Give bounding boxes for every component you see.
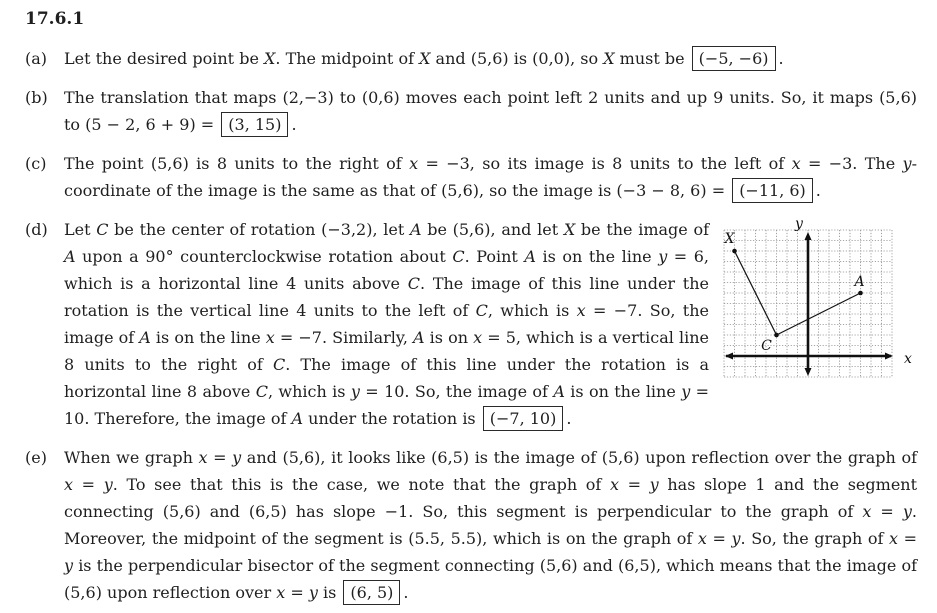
part-a bbox=[25, 45, 917, 72]
part-b bbox=[25, 84, 917, 138]
svg-text:C: C bbox=[761, 338, 772, 354]
problem-number: 17.6.1 bbox=[25, 9, 85, 29]
part-a-text: Let the desired point be X. The midpoint of X and (5,6) is (0,0), so X must be (−5, −6) . bbox=[64, 45, 917, 72]
part-a-label: (a) bbox=[25, 49, 48, 68]
part-d-text bbox=[64, 216, 917, 432]
part-d bbox=[25, 216, 917, 432]
svg-text:x: x bbox=[904, 351, 912, 367]
part-b-text: The translation that maps (2,−3) to (0,6) moves each point left 2 units and up 9 units. So, it maps (5,6) to (5 − 2, 6 + 9) = (3, 15) . bbox=[64, 84, 917, 138]
part-e-text: When we graph x = y and (5,6), it looks like (6,5) is the image of (5,6) upon reflection over the graph of x = y. To see that this is the case, we note that the graph of x = y has slope 1 and the segment connecting (5,6) and (6,5) has slope −1. So, this segment is perpendicular to the graph of x = y. Moreover, the midpoint of the segment is (5.5, 5.5), which is on the graph of x = y. So, the graph of x = y is the perpendicular bisector of the segment connecting (5,6) and (6,5), which means that the image of (5,6) upon reflection over x = y is (6, 5) . bbox=[64, 444, 917, 606]
svg-text:y: y bbox=[795, 216, 803, 232]
rotation-figure bbox=[721, 216, 917, 398]
part-d-label: (d) bbox=[25, 220, 48, 239]
svg-text:A: A bbox=[854, 274, 865, 290]
part-d-paragraph: Let C be the center of rotation (−3,2), let A be (5,6), and let X be the image of A upon a 90° counterclockwise rotation about C. Point A is on the line y = 6, which is a horizontal line 4 units above C. The image of this line under the rotation is the vertical line 4 units to the left of C, which is x = −7. So, the image of A is on the line x = −7. Similarly, A is on x = 5, which is a vertical line 8 units to the right of C. The image of this line under the rotation is a horizontal line 8 above C, which is y = 10. So, the image of A is on the line y = 10. Therefore, the image of A under the rotation is (−7, 10) . bbox=[64, 220, 709, 428]
part-c-label: (c) bbox=[25, 154, 47, 173]
part-e-label: (e) bbox=[25, 448, 47, 467]
svg-text:X: X bbox=[724, 231, 735, 247]
part-c bbox=[25, 150, 917, 204]
part-c-text: The point (5,6) is 8 units to the right of x = −3, so its image is 8 units to the left of x = −3. The y-coordinate of the image is the same as that of (5,6), so the image is (−3 − 8, 6) = (−11, 6) . bbox=[64, 150, 917, 204]
coordinate-grid-figure bbox=[721, 216, 917, 390]
part-e bbox=[25, 444, 917, 606]
part-b-label: (b) bbox=[25, 88, 48, 107]
